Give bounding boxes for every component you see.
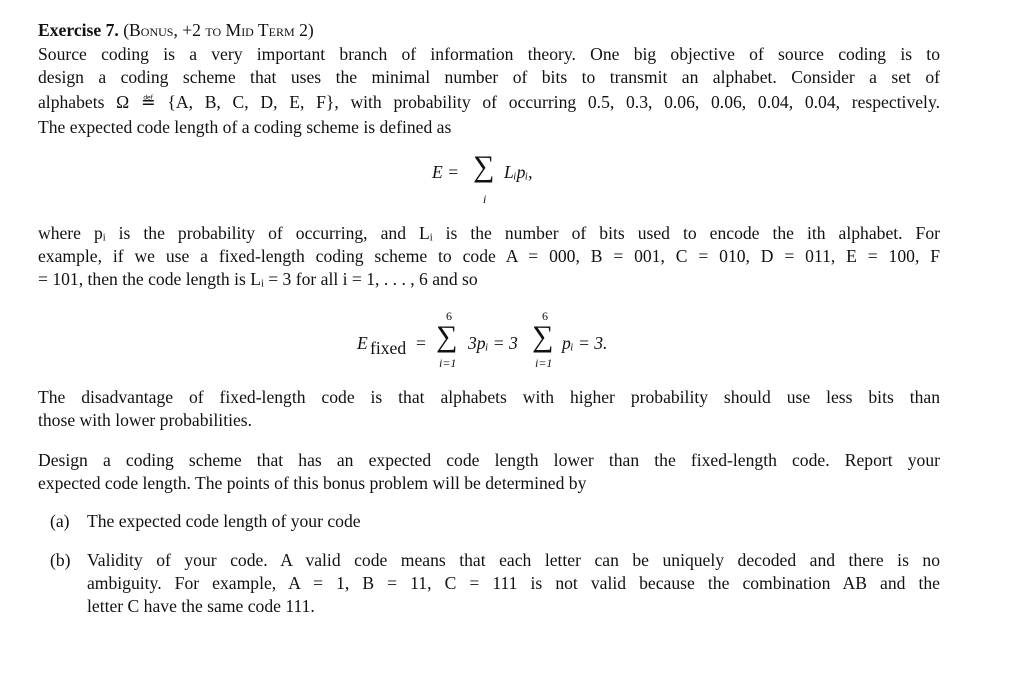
eq-middle: 3pᵢ = 3 [468,333,518,353]
sum-upper: 6 [542,309,548,323]
para3-line: The disadvantage of fixed-length code is that alphabets with higher probability should use less bits than [38,387,940,407]
item-marker: (b) [50,550,71,570]
eq-sign: = [416,333,426,353]
para1-line: Source coding is a very important branch of information theory. One big objective of source coding is to [38,44,940,64]
para1-line: design a coding scheme that uses the minimal number of bits to transmit an alphabet. Consider a set of [38,67,940,87]
para1-line: The expected code length of a coding scheme is defined as [38,117,452,137]
para2-line: example, if we use a fixed-length coding scheme to code A = 000, B = 001, C = 010, D = 011, E = 100, F [38,246,940,266]
sum-index: i [483,192,487,206]
exercise-number: Exercise 7. [38,20,119,40]
item-text: Validity of your code. A valid code means that each letter can be uniquely decoded and there is no [87,550,940,570]
item-marker: (a) [50,511,70,531]
para3-line: those with lower probabilities. [38,410,253,430]
para4-line: expected code length. The points of this bonus problem will be determined by [38,473,587,493]
sum-upper: 6 [446,309,452,323]
sum-lower: i=1 [535,356,553,370]
eq-lhs: E = [432,162,460,182]
para2-line: where pᵢ is the probability of occurring, and Lᵢ is the number of bits used to encode the ith alphabet. For [38,223,940,243]
sum-symbol: ∑ [436,320,458,353]
para1-line: alphabets Ω ≝ {A, B, C, D, E, F}, with probability of occurring 0.5, 0.3, 0.06, 0.06, 0.04, 0.04, respectively. [38,92,940,112]
eq-rhs: Lᵢpᵢ, [504,162,533,182]
para2-line: = 101, then the code length is Lᵢ = 3 for all i = 1, . . . , 6 and so [38,269,478,289]
eq-lhs: E [357,333,368,353]
sum-lower: i=1 [439,356,457,370]
sum-symbol: ∑ [473,150,495,183]
para4-line: Design a coding scheme that has an expected code length lower than the fixed-length code. Report your [38,450,940,470]
eq-lhs-sub: fixed [370,338,407,358]
item-text: The expected code length of your code [87,511,361,531]
item-text: ambiguity. For example, A = 1, B = 11, C = 111 is not valid because the combination AB and the [87,573,940,593]
item-text: letter C have the same code 111. [87,596,315,616]
eq-rhs: pᵢ = 3. [562,333,608,353]
exercise-heading [38,19,940,41]
exercise-note: (Bonus, +2 to Mid Term 2) [123,20,314,40]
sum-symbol: ∑ [532,320,554,353]
